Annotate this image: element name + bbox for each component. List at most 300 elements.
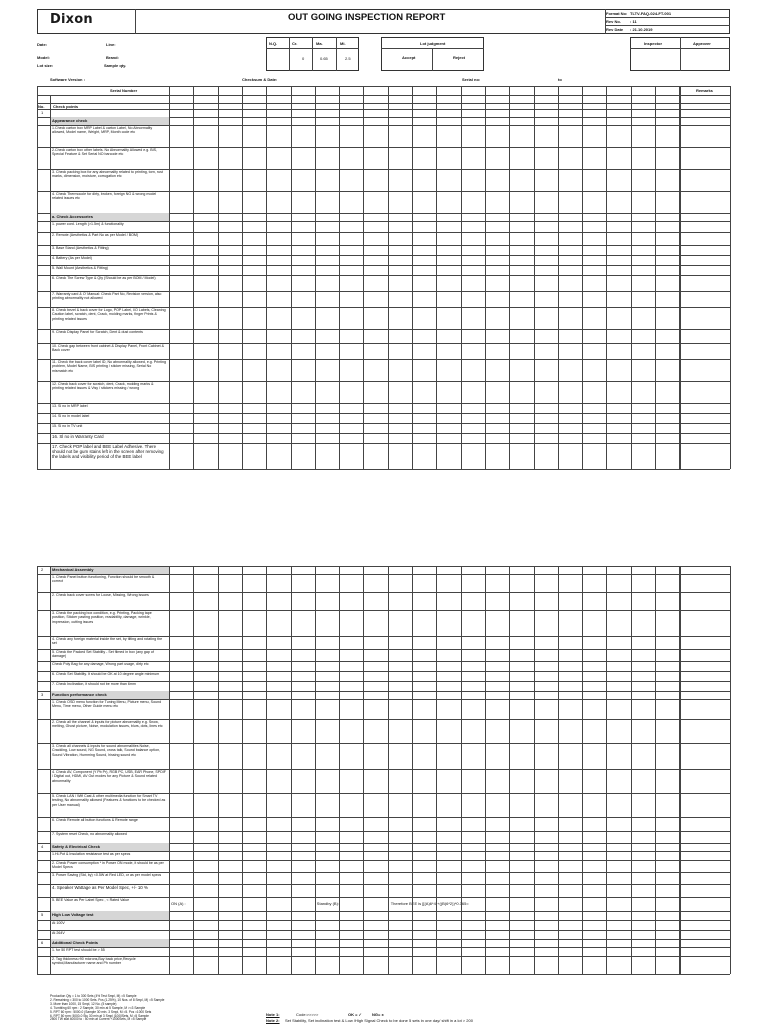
- inspection-cell[interactable]: [631, 567, 655, 574]
- inspection-cell[interactable]: [218, 404, 242, 413]
- inspection-cell[interactable]: [656, 832, 680, 843]
- inspection-cell[interactable]: [315, 382, 339, 403]
- inspection-cell[interactable]: [534, 720, 558, 743]
- inspection-cell[interactable]: [194, 611, 218, 636]
- inspection-cell[interactable]: [486, 650, 510, 661]
- inspection-cell[interactable]: [194, 593, 218, 610]
- inspection-cell[interactable]: [413, 246, 437, 255]
- inspection-cell[interactable]: [267, 246, 291, 255]
- inspection-cell[interactable]: [534, 110, 558, 117]
- inspection-cell[interactable]: [461, 650, 485, 661]
- remarks-cell[interactable]: [681, 276, 730, 291]
- inspection-cell[interactable]: [607, 126, 631, 147]
- inspection-cell[interactable]: [558, 360, 582, 381]
- inspection-cell[interactable]: [267, 637, 291, 649]
- inspection-cell[interactable]: [510, 912, 534, 920]
- inspection-cell[interactable]: [583, 246, 607, 255]
- inspection-cell[interactable]: [583, 222, 607, 232]
- inspection-cell[interactable]: [315, 861, 339, 872]
- inspection-cell[interactable]: [631, 931, 655, 939]
- inspection-cell[interactable]: [631, 148, 655, 169]
- inspection-cell[interactable]: [486, 434, 510, 443]
- inspection-cell[interactable]: [388, 912, 412, 920]
- inspection-cell[interactable]: [291, 567, 315, 574]
- inspection-cell[interactable]: [291, 852, 315, 860]
- inspection-cell[interactable]: [340, 794, 364, 817]
- inspection-cell[interactable]: [388, 662, 412, 671]
- inspection-cell[interactable]: [607, 110, 631, 117]
- inspection-cell[interactable]: [461, 344, 485, 359]
- inspection-cell[interactable]: [340, 852, 364, 860]
- inspection-cell[interactable]: [388, 404, 412, 413]
- inspection-cell[interactable]: [607, 940, 631, 947]
- inspection-cell[interactable]: [413, 330, 437, 343]
- inspection-cell[interactable]: [413, 360, 437, 381]
- inspection-cell[interactable]: [218, 948, 242, 956]
- inspection-cell[interactable]: [291, 126, 315, 147]
- inspection-cell[interactable]: [510, 148, 534, 169]
- inspection-cell[interactable]: [510, 662, 534, 671]
- inspection-cell[interactable]: [170, 567, 194, 574]
- inspection-cell[interactable]: [656, 940, 680, 947]
- inspection-cell[interactable]: [218, 126, 242, 147]
- inspection-cell[interactable]: [437, 444, 461, 469]
- inspection-cell[interactable]: [437, 818, 461, 831]
- inspection-cell[interactable]: [291, 414, 315, 423]
- inspection-cell[interactable]: [388, 444, 412, 469]
- inspection-cell[interactable]: [340, 682, 364, 691]
- inspection-cell[interactable]: [486, 126, 510, 147]
- inspection-cell[interactable]: [486, 794, 510, 817]
- inspection-cell[interactable]: [218, 794, 242, 817]
- inspection-cell[interactable]: [583, 444, 607, 469]
- inspection-cell[interactable]: [437, 382, 461, 403]
- inspection-cell[interactable]: [267, 214, 291, 221]
- inspection-cell[interactable]: [218, 940, 242, 947]
- inspection-cell[interactable]: [461, 567, 485, 574]
- inspection-cell[interactable]: [534, 744, 558, 769]
- inspection-cell[interactable]: [631, 214, 655, 221]
- inspection-cell[interactable]: [583, 382, 607, 403]
- inspection-cell[interactable]: [510, 256, 534, 265]
- inspection-cell[interactable]: [364, 692, 388, 699]
- inspection-cell[interactable]: [388, 744, 412, 769]
- inspection-cell[interactable]: [291, 770, 315, 793]
- inspection-cell[interactable]: [656, 246, 680, 255]
- inspection-cell[interactable]: [631, 344, 655, 359]
- inspection-cell[interactable]: [583, 148, 607, 169]
- inspection-cell[interactable]: [558, 382, 582, 403]
- inspection-cell[interactable]: [413, 148, 437, 169]
- inspection-cell[interactable]: [340, 885, 364, 897]
- inspection-cell[interactable]: [315, 873, 339, 884]
- inspection-cell[interactable]: [218, 222, 242, 232]
- remarks-cell[interactable]: [681, 611, 730, 636]
- inspection-cell[interactable]: [267, 861, 291, 872]
- inspection-cell[interactable]: [170, 424, 194, 433]
- inspection-cell[interactable]: [243, 414, 267, 423]
- inspection-cell[interactable]: [583, 940, 607, 947]
- inspection-cell[interactable]: [437, 344, 461, 359]
- inspection-cell[interactable]: [534, 873, 558, 884]
- inspection-cell[interactable]: [437, 593, 461, 610]
- inspection-cell[interactable]: [510, 873, 534, 884]
- inspection-cell[interactable]: [461, 444, 485, 469]
- inspection-cell[interactable]: [267, 382, 291, 403]
- inspection-cell[interactable]: [388, 292, 412, 307]
- inspection-cell[interactable]: [461, 940, 485, 947]
- inspection-cell[interactable]: [170, 844, 194, 851]
- inspection-cell[interactable]: [607, 246, 631, 255]
- inspection-cell[interactable]: [631, 192, 655, 213]
- inspection-cell[interactable]: [364, 662, 388, 671]
- inspection-cell[interactable]: [607, 650, 631, 661]
- inspection-cell[interactable]: [243, 404, 267, 413]
- inspection-cell[interactable]: [583, 744, 607, 769]
- remarks-cell[interactable]: [681, 126, 730, 147]
- inspection-cell[interactable]: [340, 957, 364, 974]
- inspection-cell[interactable]: [315, 434, 339, 443]
- inspection-cell[interactable]: [170, 292, 194, 307]
- inspection-cell[interactable]: [558, 126, 582, 147]
- inspection-cell[interactable]: [340, 770, 364, 793]
- inspection-cell[interactable]: [583, 170, 607, 191]
- inspection-cell[interactable]: [315, 233, 339, 245]
- inspection-cell[interactable]: [631, 650, 655, 661]
- inspection-cell[interactable]: [218, 414, 242, 423]
- inspection-cell[interactable]: [194, 921, 218, 930]
- inspection-cell[interactable]: [243, 308, 267, 329]
- inspection-cell[interactable]: [413, 593, 437, 610]
- inspection-cell[interactable]: [510, 885, 534, 897]
- inspection-cell[interactable]: [413, 720, 437, 743]
- inspection-cell[interactable]: [194, 700, 218, 719]
- inspection-cell[interactable]: [388, 818, 412, 831]
- inspection-cell[interactable]: [218, 957, 242, 974]
- inspection-cell[interactable]: [340, 940, 364, 947]
- inspection-cell[interactable]: [267, 276, 291, 291]
- inspection-cell[interactable]: [315, 222, 339, 232]
- inspection-cell[interactable]: [631, 637, 655, 649]
- inspection-cell[interactable]: [388, 192, 412, 213]
- inspection-cell[interactable]: [631, 852, 655, 860]
- inspection-cell[interactable]: [364, 940, 388, 947]
- inspection-cell[interactable]: [413, 110, 437, 117]
- inspection-cell[interactable]: [631, 126, 655, 147]
- inspection-cell[interactable]: [243, 344, 267, 359]
- inspection-cell[interactable]: [461, 912, 485, 920]
- inspection-cell[interactable]: [218, 192, 242, 213]
- inspection-cell[interactable]: [583, 434, 607, 443]
- inspection-cell[interactable]: [413, 794, 437, 817]
- inspection-cell[interactable]: [218, 444, 242, 469]
- inspection-cell[interactable]: [218, 818, 242, 831]
- inspection-cell[interactable]: [170, 611, 194, 636]
- inspection-cell[interactable]: [413, 382, 437, 403]
- inspection-cell[interactable]: [558, 593, 582, 610]
- remarks-cell[interactable]: [681, 222, 730, 232]
- inspection-cell[interactable]: [340, 256, 364, 265]
- inspection-cell[interactable]: [194, 818, 218, 831]
- inspection-cell[interactable]: [510, 957, 534, 974]
- inspection-cell[interactable]: [194, 940, 218, 947]
- inspection-cell[interactable]: [607, 637, 631, 649]
- inspection-cell[interactable]: [583, 700, 607, 719]
- inspection-cell[interactable]: [631, 720, 655, 743]
- inspection-cell[interactable]: [558, 957, 582, 974]
- inspection-cell[interactable]: [510, 330, 534, 343]
- inspection-cell[interactable]: [364, 611, 388, 636]
- inspection-cell[interactable]: [413, 575, 437, 592]
- inspection-cell[interactable]: [607, 575, 631, 592]
- inspection-cell[interactable]: [437, 770, 461, 793]
- inspection-cell[interactable]: [218, 720, 242, 743]
- inspection-cell[interactable]: [340, 575, 364, 592]
- inspection-cell[interactable]: [486, 931, 510, 939]
- inspection-cell[interactable]: [583, 650, 607, 661]
- inspection-cell[interactable]: [291, 170, 315, 191]
- inspection-cell[interactable]: [437, 404, 461, 413]
- inspection-cell[interactable]: [340, 861, 364, 872]
- inspection-cell[interactable]: [340, 692, 364, 699]
- inspection-cell[interactable]: [267, 672, 291, 681]
- inspection-cell[interactable]: [534, 818, 558, 831]
- inspection-cell[interactable]: [437, 222, 461, 232]
- inspection-cell[interactable]: [170, 873, 194, 884]
- inspection-cell[interactable]: [413, 292, 437, 307]
- inspection-cell[interactable]: [194, 852, 218, 860]
- inspection-cell[interactable]: [267, 873, 291, 884]
- inspection-cell[interactable]: [218, 611, 242, 636]
- inspection-cell[interactable]: [486, 170, 510, 191]
- inspection-cell[interactable]: [558, 818, 582, 831]
- inspection-cell[interactable]: [486, 110, 510, 117]
- inspection-cell[interactable]: [243, 266, 267, 275]
- inspection-cell[interactable]: [558, 662, 582, 671]
- inspection-cell[interactable]: [291, 148, 315, 169]
- inspection-cell[interactable]: [243, 682, 267, 691]
- inspection-cell[interactable]: [218, 308, 242, 329]
- inspection-cell[interactable]: [243, 360, 267, 381]
- inspection-cell[interactable]: [267, 885, 291, 897]
- inspection-cell[interactable]: [607, 148, 631, 169]
- inspection-cell[interactable]: [243, 170, 267, 191]
- inspection-cell[interactable]: [413, 567, 437, 574]
- inspection-cell[interactable]: [437, 650, 461, 661]
- inspection-cell[interactable]: [364, 682, 388, 691]
- remarks-cell[interactable]: [681, 414, 730, 423]
- inspection-cell[interactable]: [583, 957, 607, 974]
- inspection-cell[interactable]: [243, 611, 267, 636]
- inspection-cell[interactable]: [583, 931, 607, 939]
- inspection-cell[interactable]: [340, 700, 364, 719]
- inspection-cell[interactable]: [170, 921, 194, 930]
- inspection-cell[interactable]: [607, 957, 631, 974]
- inspection-cell[interactable]: [364, 650, 388, 661]
- inspection-cell[interactable]: [486, 308, 510, 329]
- inspection-cell[interactable]: [534, 444, 558, 469]
- inspection-cell[interactable]: [315, 266, 339, 275]
- inspection-cell[interactable]: [656, 214, 680, 221]
- inspection-cell[interactable]: [194, 567, 218, 574]
- inspection-cell[interactable]: [170, 148, 194, 169]
- inspection-cell[interactable]: [340, 593, 364, 610]
- inspection-cell[interactable]: [243, 434, 267, 443]
- inspection-cell[interactable]: [194, 214, 218, 221]
- inspection-cell[interactable]: [607, 444, 631, 469]
- inspection-cell[interactable]: [656, 611, 680, 636]
- inspection-cell[interactable]: [510, 682, 534, 691]
- inspection-cell[interactable]: [267, 567, 291, 574]
- inspection-cell[interactable]: [267, 444, 291, 469]
- inspection-cell[interactable]: [243, 940, 267, 947]
- inspection-cell[interactable]: [388, 885, 412, 897]
- inspection-cell[interactable]: [315, 444, 339, 469]
- inspection-cell[interactable]: [607, 170, 631, 191]
- inspection-cell[interactable]: [510, 424, 534, 433]
- inspection-cell[interactable]: [510, 700, 534, 719]
- inspection-cell[interactable]: [534, 957, 558, 974]
- inspection-cell[interactable]: [170, 650, 194, 661]
- inspection-cell[interactable]: [631, 330, 655, 343]
- inspection-cell[interactable]: [388, 931, 412, 939]
- inspection-cell[interactable]: [486, 330, 510, 343]
- inspection-cell[interactable]: [170, 912, 194, 920]
- inspection-cell[interactable]: [267, 292, 291, 307]
- inspection-cell[interactable]: [437, 861, 461, 872]
- inspection-cell[interactable]: [218, 832, 242, 843]
- inspection-cell[interactable]: [364, 444, 388, 469]
- inspection-cell[interactable]: [437, 148, 461, 169]
- inspection-cell[interactable]: [486, 948, 510, 956]
- inspection-cell[interactable]: [486, 861, 510, 872]
- inspection-cell[interactable]: [291, 832, 315, 843]
- inspection-cell[interactable]: [170, 214, 194, 221]
- inspection-cell[interactable]: [413, 832, 437, 843]
- inspection-cell[interactable]: [194, 308, 218, 329]
- inspection-cell[interactable]: [267, 170, 291, 191]
- inspection-cell[interactable]: [291, 873, 315, 884]
- inspection-cell[interactable]: [461, 192, 485, 213]
- inspection-cell[interactable]: [461, 593, 485, 610]
- inspection-cell[interactable]: [413, 637, 437, 649]
- inspection-cell[interactable]: [194, 330, 218, 343]
- remarks-cell[interactable]: [681, 214, 730, 221]
- inspection-cell[interactable]: [607, 692, 631, 699]
- inspection-cell[interactable]: [461, 700, 485, 719]
- inspection-cell[interactable]: [607, 308, 631, 329]
- inspection-cell[interactable]: [607, 700, 631, 719]
- inspection-cell[interactable]: [194, 682, 218, 691]
- inspection-cell[interactable]: [340, 214, 364, 221]
- inspection-cell[interactable]: [510, 414, 534, 423]
- inspection-cell[interactable]: [243, 770, 267, 793]
- inspection-cell[interactable]: [170, 192, 194, 213]
- inspection-cell[interactable]: [194, 948, 218, 956]
- inspection-cell[interactable]: [315, 700, 339, 719]
- inspection-cell[interactable]: [243, 672, 267, 681]
- inspection-cell[interactable]: [315, 844, 339, 851]
- inspection-cell[interactable]: [607, 434, 631, 443]
- inspection-cell[interactable]: [315, 957, 339, 974]
- inspection-cell[interactable]: [558, 233, 582, 245]
- inspection-cell[interactable]: [631, 912, 655, 920]
- inspection-cell[interactable]: [607, 192, 631, 213]
- inspection-cell[interactable]: [656, 567, 680, 574]
- remarks-cell[interactable]: [681, 110, 730, 117]
- inspection-cell[interactable]: [315, 832, 339, 843]
- inspection-cell[interactable]: [340, 662, 364, 671]
- inspection-cell[interactable]: [413, 700, 437, 719]
- inspection-cell[interactable]: [534, 233, 558, 245]
- inspection-cell[interactable]: [267, 266, 291, 275]
- inspection-cell[interactable]: [607, 593, 631, 610]
- inspection-cell[interactable]: [388, 948, 412, 956]
- inspection-cell[interactable]: [291, 720, 315, 743]
- remarks-cell[interactable]: [681, 650, 730, 661]
- inspection-cell[interactable]: [486, 921, 510, 930]
- inspection-cell[interactable]: [340, 330, 364, 343]
- inspection-cell[interactable]: [558, 192, 582, 213]
- inspection-cell[interactable]: [510, 233, 534, 245]
- inspection-cell[interactable]: [315, 940, 339, 947]
- inspection-cell[interactable]: [315, 404, 339, 413]
- inspection-cell[interactable]: [534, 330, 558, 343]
- inspection-cell[interactable]: [558, 575, 582, 592]
- inspection-cell[interactable]: [243, 292, 267, 307]
- inspection-cell[interactable]: [218, 593, 242, 610]
- inspection-cell[interactable]: [631, 921, 655, 930]
- inspection-cell[interactable]: [194, 276, 218, 291]
- inspection-cell[interactable]: [218, 266, 242, 275]
- inspection-cell[interactable]: [510, 292, 534, 307]
- inspection-cell[interactable]: [656, 700, 680, 719]
- inspection-cell[interactable]: [388, 794, 412, 817]
- remarks-cell[interactable]: [681, 794, 730, 817]
- inspection-cell[interactable]: [437, 744, 461, 769]
- inspection-cell[interactable]: [486, 214, 510, 221]
- inspection-cell[interactable]: [461, 424, 485, 433]
- inspection-cell[interactable]: [510, 360, 534, 381]
- inspection-cell[interactable]: [388, 344, 412, 359]
- inspection-cell[interactable]: [340, 276, 364, 291]
- inspection-cell[interactable]: [340, 404, 364, 413]
- inspection-cell[interactable]: [243, 861, 267, 872]
- inspection-cell[interactable]: [194, 957, 218, 974]
- inspection-cell[interactable]: [340, 948, 364, 956]
- inspection-cell[interactable]: [170, 414, 194, 423]
- inspection-cell[interactable]: [607, 662, 631, 671]
- inspection-cell[interactable]: [558, 276, 582, 291]
- inspection-cell[interactable]: [656, 921, 680, 930]
- inspection-cell[interactable]: [218, 382, 242, 403]
- inspection-cell[interactable]: [534, 770, 558, 793]
- inspection-cell[interactable]: [170, 744, 194, 769]
- inspection-cell[interactable]: [437, 308, 461, 329]
- inspection-cell[interactable]: [534, 940, 558, 947]
- inspection-cell[interactable]: [243, 424, 267, 433]
- inspection-cell[interactable]: [243, 575, 267, 592]
- inspection-cell[interactable]: [340, 818, 364, 831]
- inspection-cell[interactable]: [558, 852, 582, 860]
- inspection-cell[interactable]: [413, 444, 437, 469]
- inspection-cell[interactable]: [510, 308, 534, 329]
- inspection-cell[interactable]: [291, 233, 315, 245]
- inspection-cell[interactable]: [486, 344, 510, 359]
- inspection-cell[interactable]: [510, 818, 534, 831]
- inspection-cell[interactable]: [437, 885, 461, 897]
- inspection-cell[interactable]: [534, 575, 558, 592]
